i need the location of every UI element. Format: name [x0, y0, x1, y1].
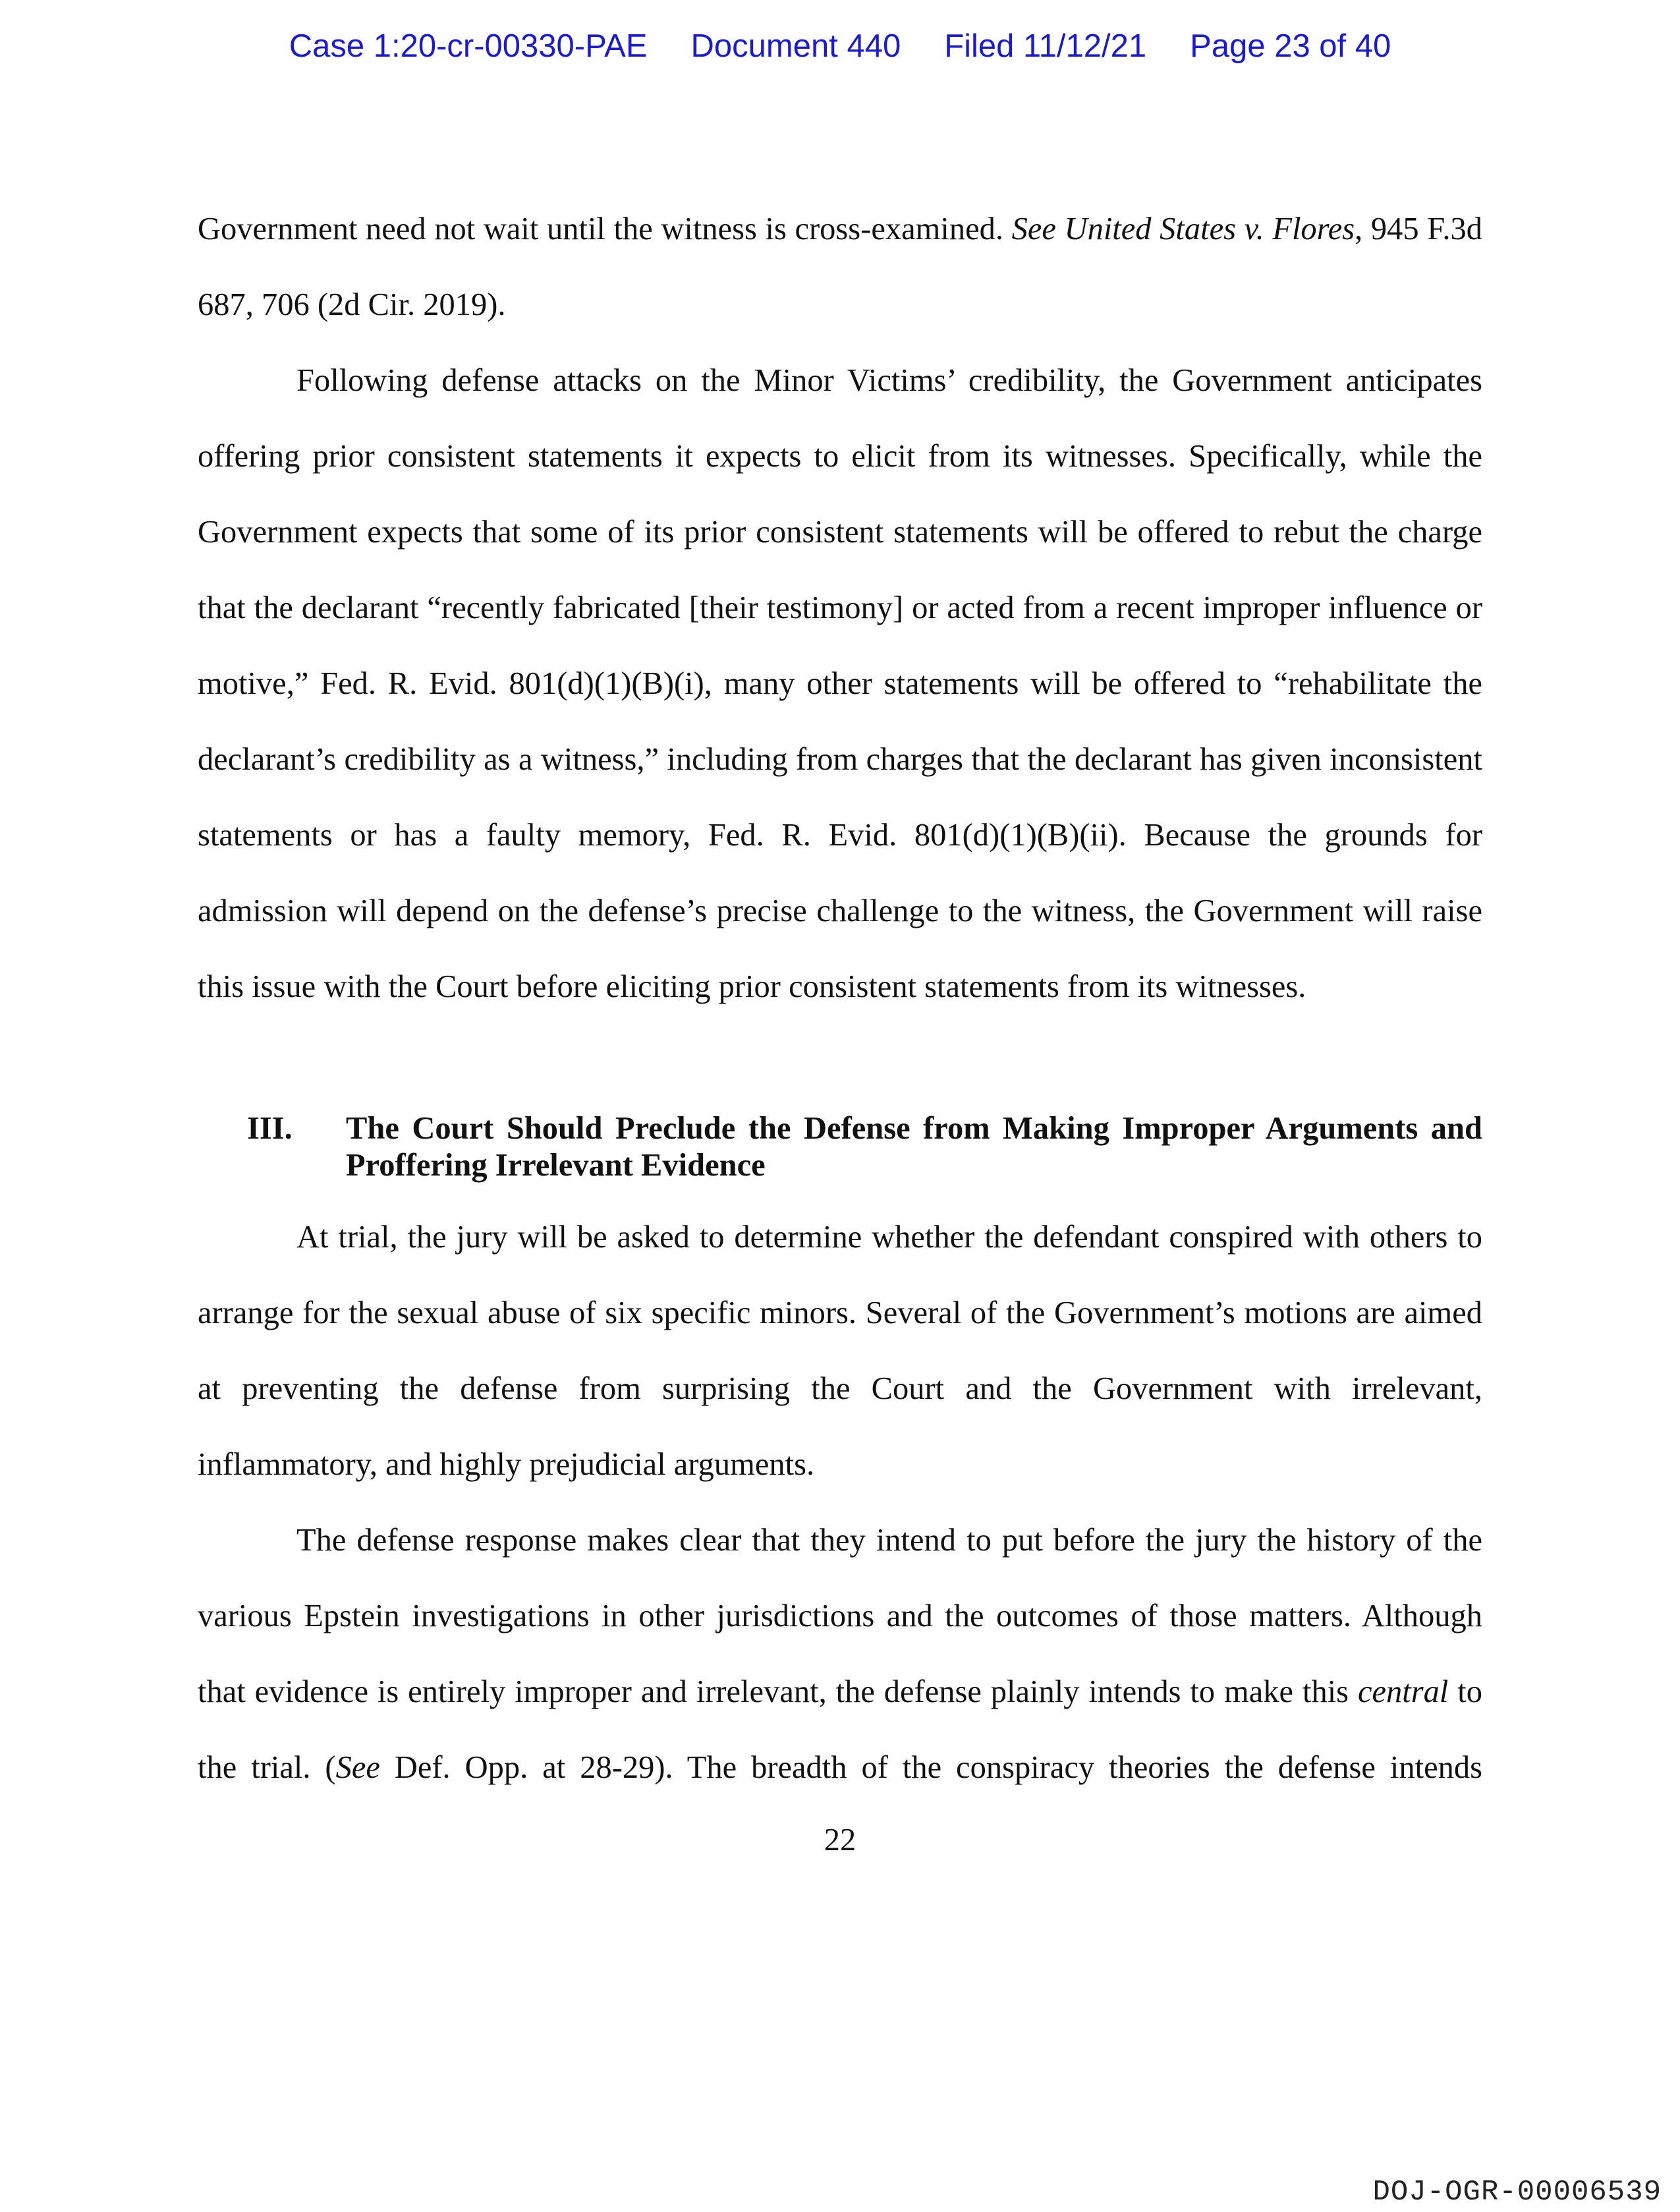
paragraph-2-block — [198, 343, 1482, 1025]
page-count: Page 23 of 40 — [1190, 28, 1391, 64]
signal-see: See — [335, 1750, 380, 1785]
paragraph-4-text-b: to the trial. ( — [198, 1674, 1482, 1785]
citation-reporter: , 945 F.3d 687, 706 (2d Cir. 2019). — [198, 212, 1482, 322]
section-number: III. — [247, 1111, 293, 1146]
paragraph-3: At trial, the jury will be asked to determine whether the defendant conspired with others to arrange for the sexual abuse of six specific minors. Several of the Government’s motions are aimed at preventing the defense from surprising the Court and the Government with irrelevant, inflammatory, and highly prejudicial arguments. — [198, 1220, 1482, 1482]
paragraph-1-text: Government need not wait until the witness is cross-examined. — [198, 212, 1012, 246]
paragraph-continuation — [198, 191, 1482, 343]
emphasis-central: central — [1357, 1674, 1449, 1709]
bates-number: DOJ-OGR-00006539 — [1372, 2176, 1662, 2209]
paragraph-4-block — [198, 1502, 1482, 1805]
document-number: Document 440 — [690, 28, 901, 64]
filed-date: Filed 11/12/21 — [944, 28, 1147, 64]
page-number: 22 — [824, 1823, 856, 1858]
paragraph-3-block — [198, 1199, 1482, 1502]
paragraph-4 — [198, 1502, 1482, 1805]
paragraph-1 — [198, 191, 1482, 343]
case-citation: See United States v. Flores — [1011, 212, 1355, 246]
paragraph-4-text-c: Def. Opp. at 28-29). The breadth of the conspiracy theories the defense intends — [379, 1750, 1482, 1785]
paragraph-2: Following defense attacks on the Minor Victims’ credibility, the Government anticipates offering prior consistent statements it expects to elicit from its witnesses. Specifically, while the Government expects that some of its prior consistent statements will be offered to rebut the charge that the declarant “recently fabricated [their testimony] or acted from a recent improper influence or motive,” Fed. R. Evid. 801(d)(1)(B)(i), many other statements will be offered to “rehabilitate the declarant’s credibility as a witness,” including from charges that the declarant has given inconsistent statements or has a faulty memory, Fed. R. Evid. 801(d)(1)(B)(ii). Because the grounds for admission will depend on the defense’s precise challenge to the witness, the Government will raise this issue with the Court before eliciting prior consistent statements from its witnesses. — [198, 363, 1482, 1004]
section-heading — [247, 1110, 1482, 1184]
case-number: Case 1:20-cr-00330-PAE — [289, 28, 648, 64]
case-header — [0, 28, 1680, 65]
paragraph-4-text-a: The defense response makes clear that they intend to put before the jury the history of the various Epstein investigations in other jurisdictions and the outcomes of those matters. Although that evidence is entirely improper and irrelevant, the defense plainly intends to make this — [198, 1523, 1482, 1709]
section-title: The Court Should Preclude the Defense from Making Improper Arguments and Proffering Irrelevant Evidence — [346, 1111, 1482, 1183]
